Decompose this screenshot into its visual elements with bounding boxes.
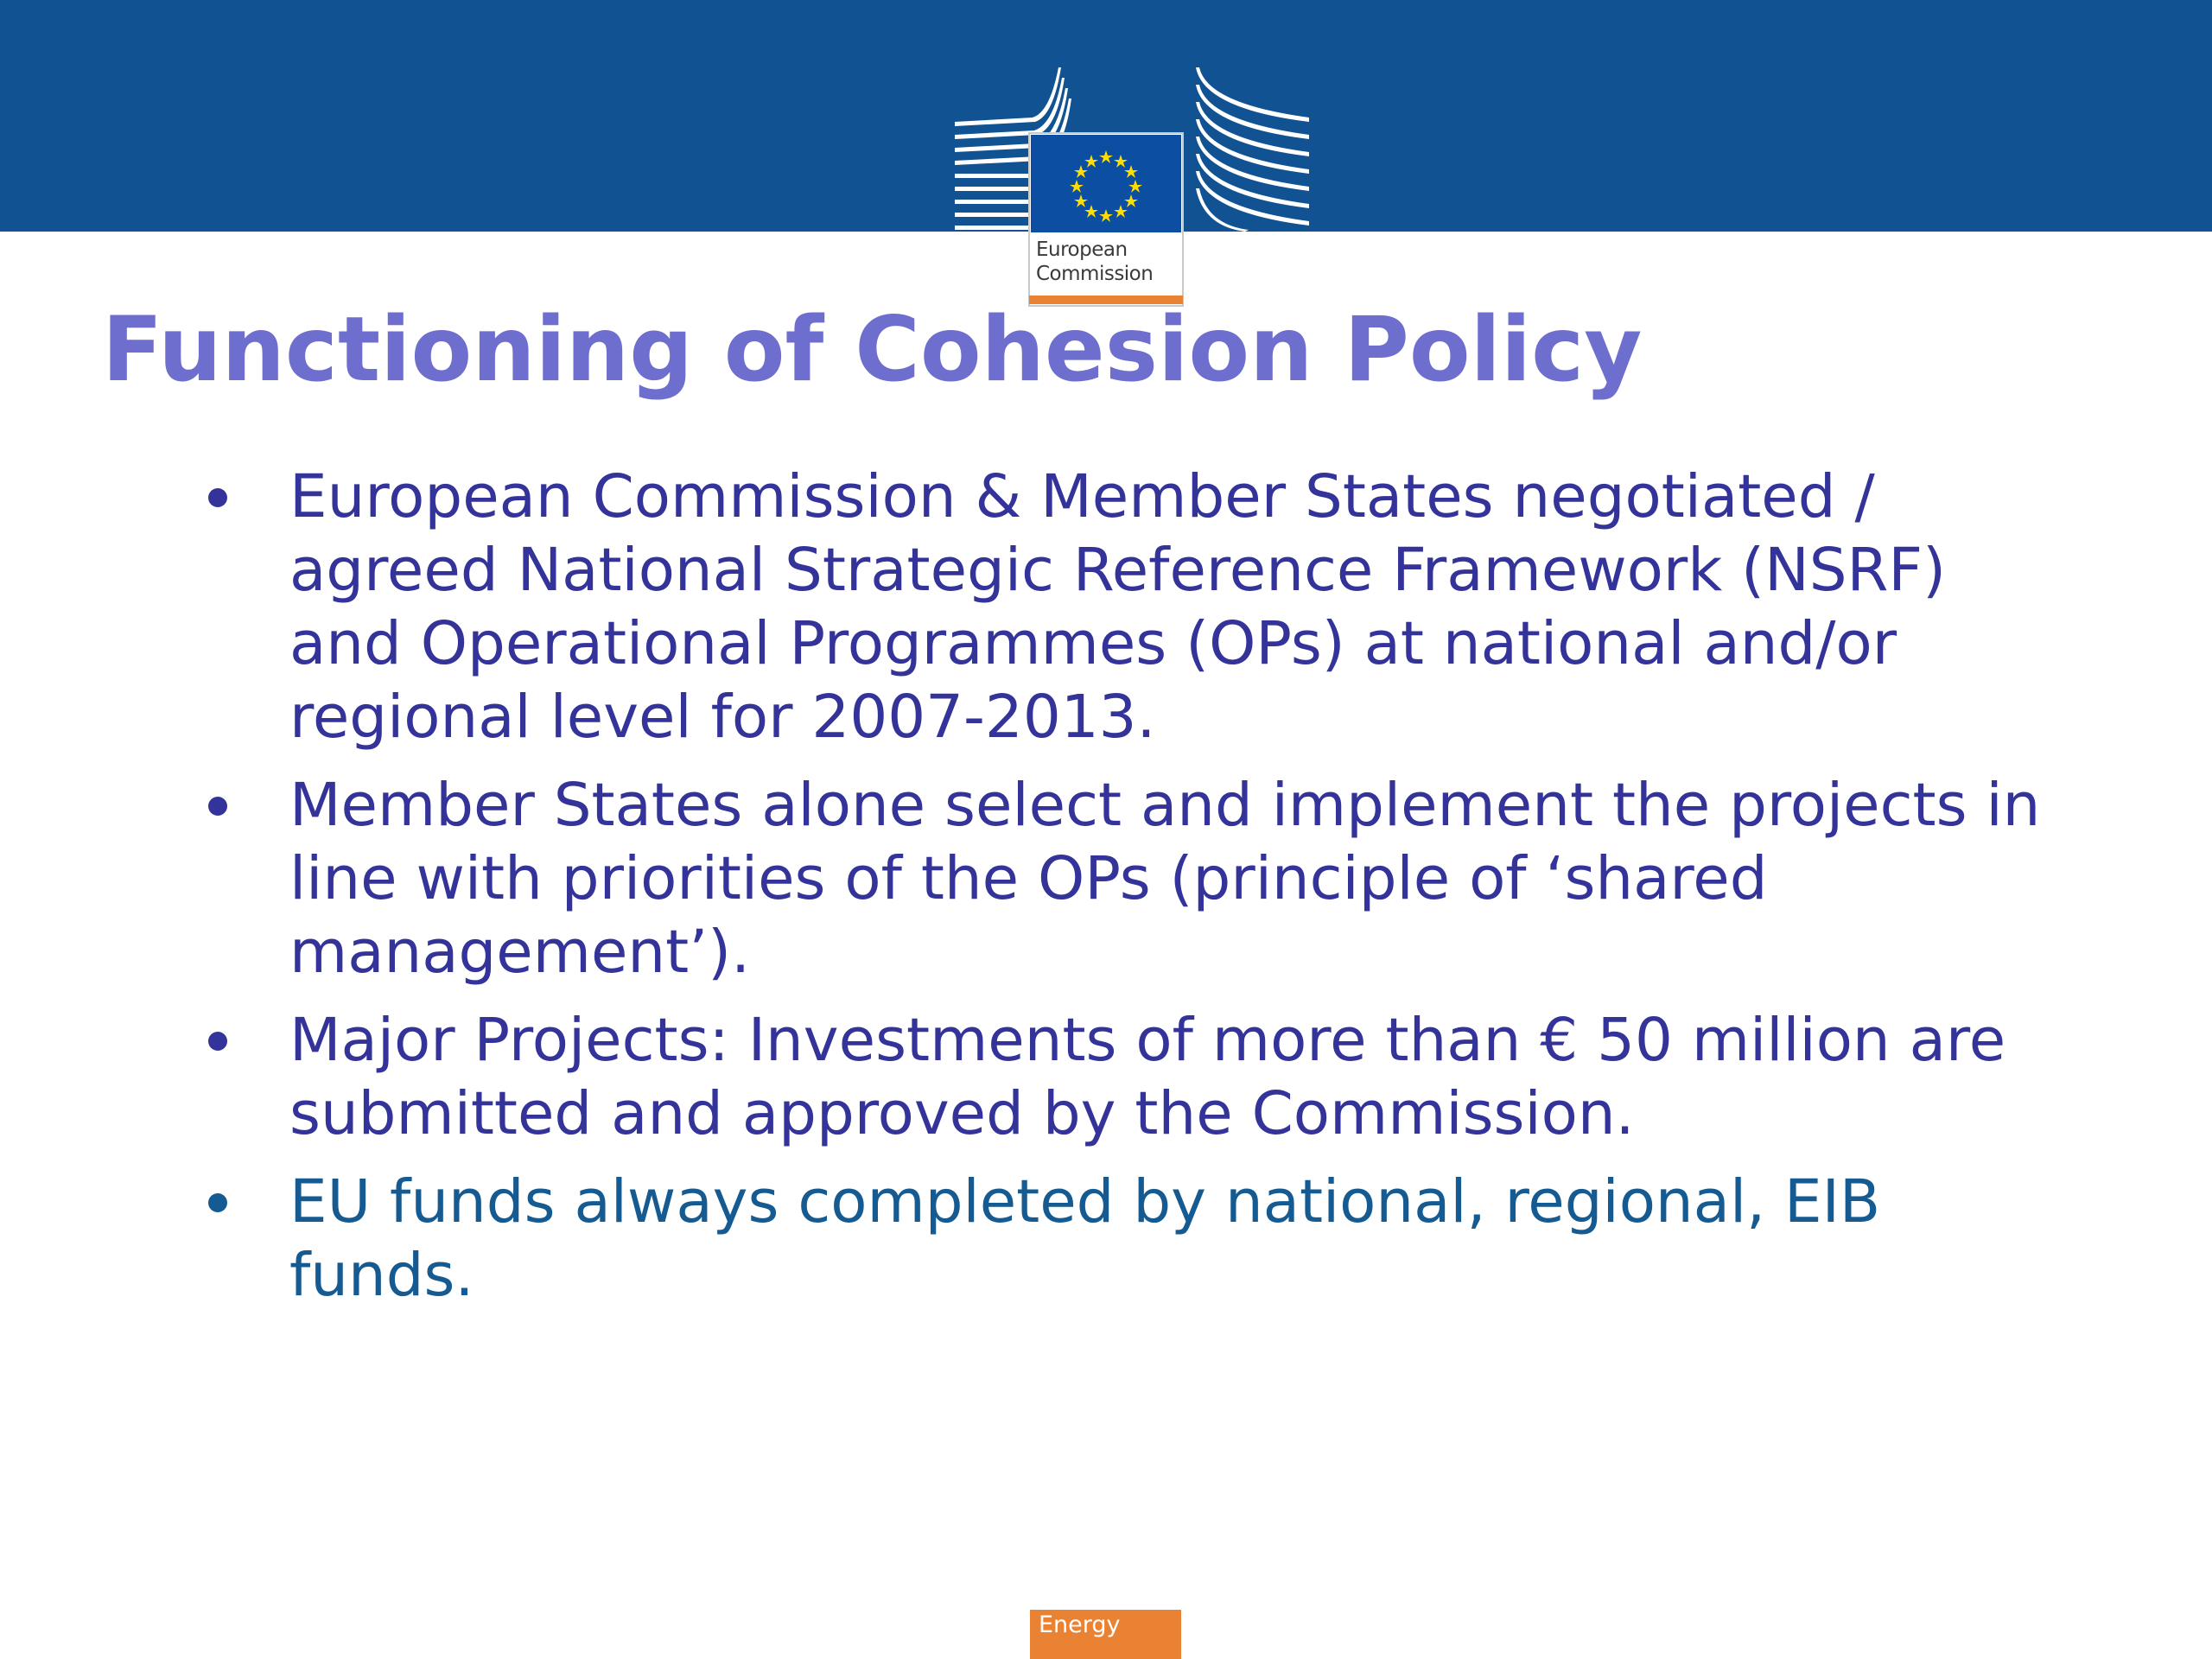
footer-tag-label: Energy	[1039, 1611, 1121, 1638]
bullet-dot-icon	[208, 797, 227, 816]
bullet-list	[203, 461, 2061, 1327]
bullet-text: Major Projects: Investments of more than € 50 million are submitted and approved by the Commission.	[289, 1006, 2006, 1148]
slide-title: Functioning of Cohesion Policy	[102, 298, 1643, 402]
building-right-wing-icon	[1196, 67, 1309, 232]
bullet-dot-icon	[208, 1193, 227, 1212]
bullet-text: EU funds always completed by national, regional, EIB funds.	[289, 1167, 1881, 1310]
logo-wordmark	[1036, 238, 1153, 286]
bullet-item	[203, 1166, 2061, 1313]
bullet-item	[203, 769, 2061, 989]
bullet-text: Member States alone select and implement the projects in line with priorities of the OPs (principle of ‘shared management’).	[289, 771, 2041, 987]
bullet-item	[203, 1004, 2061, 1151]
bullet-text: European Commission & Member States negotiated / agreed National Strategic Reference Framework (NSRF) and Operational Programmes (OPs) at national and/or regional level for 2007-2013.	[289, 462, 1947, 752]
bullet-dot-icon	[208, 1032, 227, 1051]
footer-tag	[1030, 1610, 1181, 1659]
bullet-dot-icon	[208, 488, 227, 507]
bullet-item	[203, 461, 2061, 754]
logo-line-1: European	[1036, 238, 1128, 261]
logo-line-2: Commission	[1036, 263, 1154, 285]
